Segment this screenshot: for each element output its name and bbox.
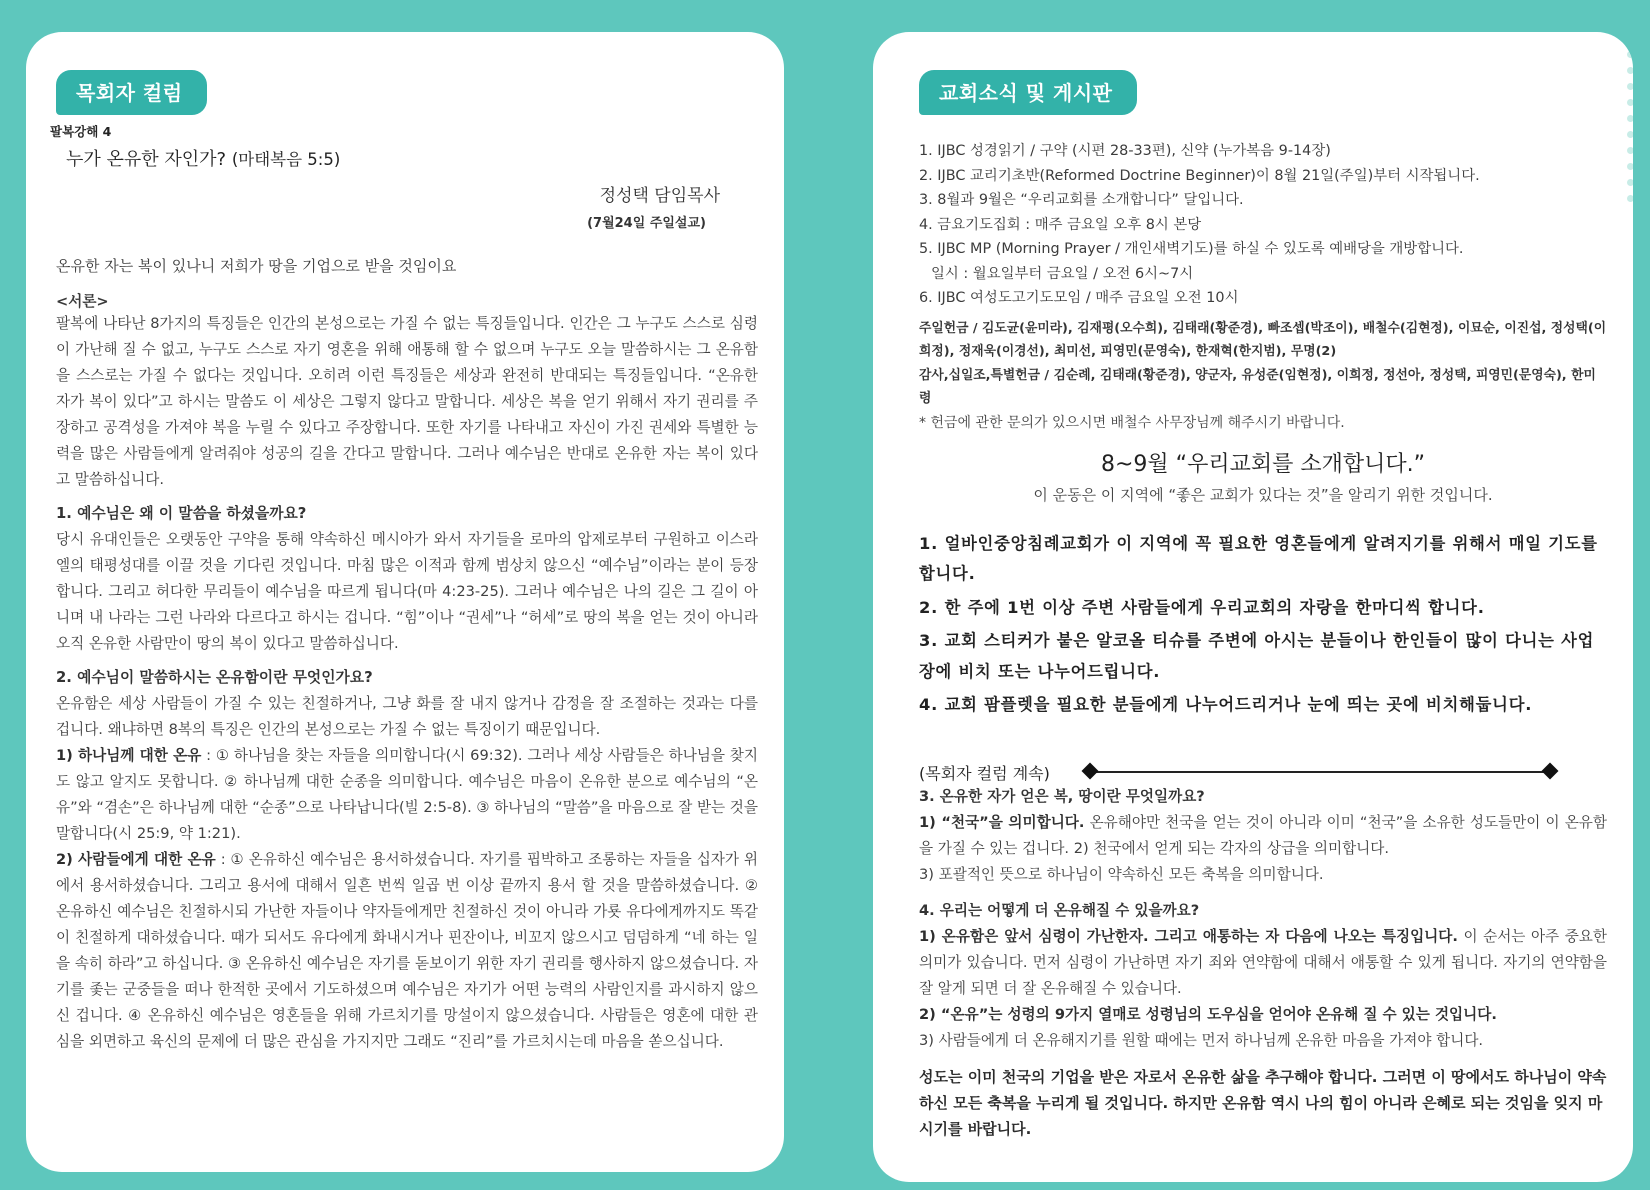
news-item: 5. IJBC MP (Morning Prayer / 개인새벽기도)를 하실 수 있도록 예배당을 개방합니다. bbox=[919, 241, 1464, 257]
offering-note: * 헌금에 관한 문의가 있으시면 배철수 사무장님께 해주시기 바랍니다. bbox=[919, 414, 1345, 431]
offering-main: 주일헌금 / 김도균(윤미라), 김재평(오수희), 김태래(황준경), 빠조셉(박조이), 배철수(김현정), 이묘순, 이진섭, 정성택(이희정), 정재욱(이경선), 최미선, 피영민(문영숙), 한재혁(한지범), 무명(2) bbox=[919, 320, 1607, 359]
point-1-label: 1) 하나님께 대한 온유 bbox=[56, 747, 202, 764]
point-2-text: : ① 온유하신 예수님은 용서하셨습니다. 자기를 핍박하고 조롱하는 자들을 십자가 위에서 용서하셨습니다. 그리고 용서에 대해서 일흔 번씩 일곱 번 이상 끝까지 용서 할 것을 말씀하셨습니다. ② 온유하신 예수님은 친절하시되 가난한 자들이나 약자들에게만 친절하신 것이 아니라 가룟 유다에게까지도 똑같이 친절하게 대하셨습니다. 때가 되서도 유다에게 화내시거나 핀잔이나, 비꼬지 않으시고 덤덤하게 “네 하는 일을 속히 하라”고 하십니다. ③ 온유하신 예수님은 자기를 돋보이기 위한 자기 권리를 행사하지 않으셨습니다. 자기를 좇는 군중들을 떠나 한적한 곳에서 기도하셨으며 예수님은 자기가 어떤 능력의 사람인지를 과시하지 않으신 겁니다. ④ 온유하신 예수님은 영혼들을 위해 가르치기를 망설이지 않으셨습니다. 사람들은 영혼에 대한 관심을 외면하고 육신의 문제에 더 많은 관심을 가지지만 그래도 “진리”를 가르치시는데 마음을 쏟으십니다. bbox=[56, 851, 758, 1050]
section-3-heading: 3. 온유한 자가 얻은 복, 땅이란 무엇일까요? bbox=[919, 787, 1205, 805]
section-4-bold-1: 1) 온유함은 앞서 심령이 가난한자. 그리고 애통하는 자 다음에 나오는 특징입니다. bbox=[919, 927, 1458, 945]
section-3-bold-1: 1) “천국”을 의미합니다. bbox=[919, 813, 1085, 831]
campaign-title: 8~9월 “우리교회를 소개합니다.” bbox=[1101, 451, 1425, 477]
section-2-heading: 2. 예수님이 말씀하시는 온유함이란 무엇인가요? bbox=[56, 669, 373, 686]
section-2-point-1 bbox=[56, 743, 758, 847]
closing-paragraph: 성도는 이미 천국의 기업을 받은 자로서 온유한 삶을 추구해야 합니다. 그러면 이 땅에서도 하나님이 약속하신 모든 축복을 누리게 될 것입니다. 하지만 온유함 역시 나의 힘이 아니라 은혜로 되는 것임을 잊지 마시기를 바랍니다. bbox=[919, 1067, 1607, 1138]
plan-item: 1. 얼바인중앙침례교회가 이 지역에 꼭 필요한 영혼들에게 알려지기를 위해서 매일 기도를 합니다. bbox=[919, 533, 1598, 583]
intro-text: 팔복에 나타난 8가지의 특징들은 인간의 본성으로는 가질 수 없는 특징들입니다. 인간은 그 누구도 스스로 심령이 가난해 질 수 없고, 누구도 스스로 자기 영혼을 위해 애통해 할 수 없으며 누구도 오늘 말씀하시는 그 온유함을 스스로는 가질 수 없다는 것입니다. 오히려 이런 특징들은 세상과 완전히 반대되는 특징들입니다. “온유한 자가 복이 있다”고 하시는 말씀도 이 세상은 그렇지 않다고 말합니다. 세상은 복을 얻기 위해서 자기 권리를 주장하고 공격성을 가져야 복을 누릴 수 있다고 주장합니다. 또한 자기를 나타내고 자신이 가진 권세와 특별한 능력을 많은 사람들에게 알려줘야 성공의 길을 간다고 말합니다. 그러나 예수님은 반대로 온유한 자는 복이 있다고 말씀하십니다. bbox=[56, 315, 759, 488]
plan-item: 2. 한 주에 1번 이상 주변 사람들에게 우리교회의 자랑을 한마디씩 합니다. bbox=[919, 597, 1485, 617]
news-item: 2. IJBC 교리기초반(Reformed Doctrine Beginner)이 8월 21일(주일)부터 시작됩니다. bbox=[919, 167, 1480, 184]
news-item: 일시 : 월요일부터 금요일 / 오전 6시~7시 bbox=[931, 265, 1194, 282]
left-page bbox=[26, 32, 784, 1172]
key-verse: 온유한 자는 복이 있나니 저희가 땅을 기업으로 받을 것임이요 bbox=[56, 257, 457, 275]
section-1-heading: 1. 예수님은 왜 이 말씀을 하셨을까요? bbox=[56, 505, 307, 522]
author: 정성택 담임목사 bbox=[599, 186, 720, 206]
section-4-heading: 4. 우리는 어떻게 더 온유해질 수 있을까요? bbox=[919, 901, 1200, 919]
section-3-text-1 bbox=[919, 810, 1607, 862]
section-tag-news: 교회소식 및 게시판 bbox=[919, 70, 1137, 115]
sermon-title-text: 누가 온유한 자인가? bbox=[66, 149, 227, 170]
sermon-title bbox=[66, 145, 758, 171]
page-edge-dots bbox=[1621, 42, 1633, 262]
news-item: 1. IJBC 성경읽기 / 구약 (시편 28-33편), 신약 (누가복음 9-14장) bbox=[919, 143, 1331, 159]
sermon-date: (7월24일 주일설교) bbox=[587, 216, 706, 231]
section-tag-column: 목회자 컬럼 bbox=[56, 70, 207, 115]
plan-item: 4. 교회 팜플렛을 필요한 분들에게 나누어드리거나 눈에 띄는 곳에 비치해둡니다. bbox=[919, 695, 1533, 714]
section-1-text: 당시 유대인들은 오랫동안 구약을 통해 약속하신 메시아가 와서 자기들을 로마의 압제로부터 구원하고 이스라엘의 태평성대를 이끌 것을 기다린 것입니다. 마침 많은 이적과 함께 범상치 않으신 “예수님”이라는 분이 등장합니다. 그리고 허다한 무리들이 예수님을 따르게 됩니다(마 4:23-25). 그러나 예수님은 나의 길은 그 길이 아니며 내 나라는 그런 나라와 다르다고 하시는 겁니다. “힘”이나 “권세”나 “허세”로 땅의 복을 얻는 것이 아니라 오직 온유한 사람만이 땅의 복이 있다고 말씀하십니다. bbox=[56, 531, 758, 652]
news-item: 4. 금요기도집회 : 매주 금요일 오후 8시 본당 bbox=[919, 216, 1202, 233]
news-item: 6. IJBC 여성도고기도모임 / 매주 금요일 오전 10시 bbox=[919, 290, 1239, 306]
campaign-plan-list bbox=[919, 529, 1607, 721]
section-3-body-1: 온유해야만 천국을 얻는 것이 아니라 이미 “천국”을 소유한 성도들만이 이 온유함을 가질 수 있는 겁니다. 2) 천국에서 얻게 되는 각자의 상급을 의미합니다. bbox=[919, 813, 1607, 857]
section-4-body-1: 이 순서는 아주 중요한 의미가 있습니다. 먼저 심령이 가난하면 자기 죄와 연약함에 대해서 애통할 수 있게 됩니다. 자기의 연약함을 잘 알게 되면 더 잘 온유해질 수 있습니다. bbox=[919, 927, 1607, 997]
section-4-text-1 bbox=[919, 924, 1607, 1002]
sermon-title-ref: (마태복음 5:5) bbox=[231, 150, 341, 169]
section-2-text: 온유함은 세상 사람들이 가질 수 있는 친절하거나, 그냥 화를 잘 내지 않거나 감정을 잘 조절하는 것과는 다를 겁니다. 왜냐하면 8복의 특징은 인간의 본성으로는 가질 수 없는 특징이기 때문입니다. bbox=[56, 695, 758, 738]
section-4-bold-2: 2) “온유”는 성령의 9가지 열매로 성령님의 도우심을 얻어야 온유해 질 수 있는 것입니다. bbox=[919, 1005, 1497, 1023]
column-continued bbox=[919, 761, 1607, 784]
news-item: 3. 8월과 9월은 “우리교회를 소개합니다” 달입니다. bbox=[919, 192, 1244, 208]
plan-item: 3. 교회 스티커가 붙은 알코올 티슈를 주변에 아시는 분들이나 한인들이 많이 다니는 사업장에 비치 또는 나누어드립니다. bbox=[919, 631, 1595, 681]
divider-line bbox=[1090, 771, 1550, 773]
column-continued-label: (목회자 컬럼 계속) bbox=[919, 763, 1050, 783]
campaign-subtitle: 이 운동은 이 지역에 “좋은 교회가 있다는 것”을 알리기 위한 것입니다. bbox=[1033, 485, 1493, 504]
section-4-text-2 bbox=[919, 1002, 1607, 1028]
intro-heading: <서론> bbox=[56, 293, 109, 310]
point-1-text: : ① 하나님을 찾는 자들을 의미합니다(시 69:32). 그러나 세상 사람들은 하나님을 찾지도 않고 알지도 못합니다. ② 하나님께 대한 순종을 의미합니다. 예수님은 마음이 온유한 분으로 예수님의 “온유”와 “겸손”은 하나님께 대한 “순종”으로 나타납니다(빌 2:5-8). ③ 하나님의 “말씀”을 마음으로 잘 받는 것을 말합니다(시 25:9, 약 1:21). bbox=[56, 747, 758, 842]
news-list bbox=[919, 139, 1607, 311]
section-4-text-3: 3) 사람들에게 더 온유해지기를 원할 때에는 먼저 하나님께 온유한 마음을 가져야 합니다. bbox=[919, 1031, 1484, 1049]
offering-thanks: 감사,십일조,특별헌금 / 김순례, 김태래(황준경), 양군자, 유성준(임현정), 이희정, 정선아, 정성택, 피영민(문영숙), 한미령 bbox=[919, 367, 1596, 406]
section-3-text-2: 3) 포괄적인 뜻으로 하나님이 약속하신 모든 축복을 의미합니다. bbox=[919, 865, 1324, 883]
right-page bbox=[873, 32, 1633, 1182]
section-2-point-2 bbox=[56, 847, 758, 1055]
point-2-label: 2) 사람들에게 대한 온유 bbox=[56, 851, 216, 868]
series-label: 팔복강해 4 bbox=[50, 124, 112, 139]
